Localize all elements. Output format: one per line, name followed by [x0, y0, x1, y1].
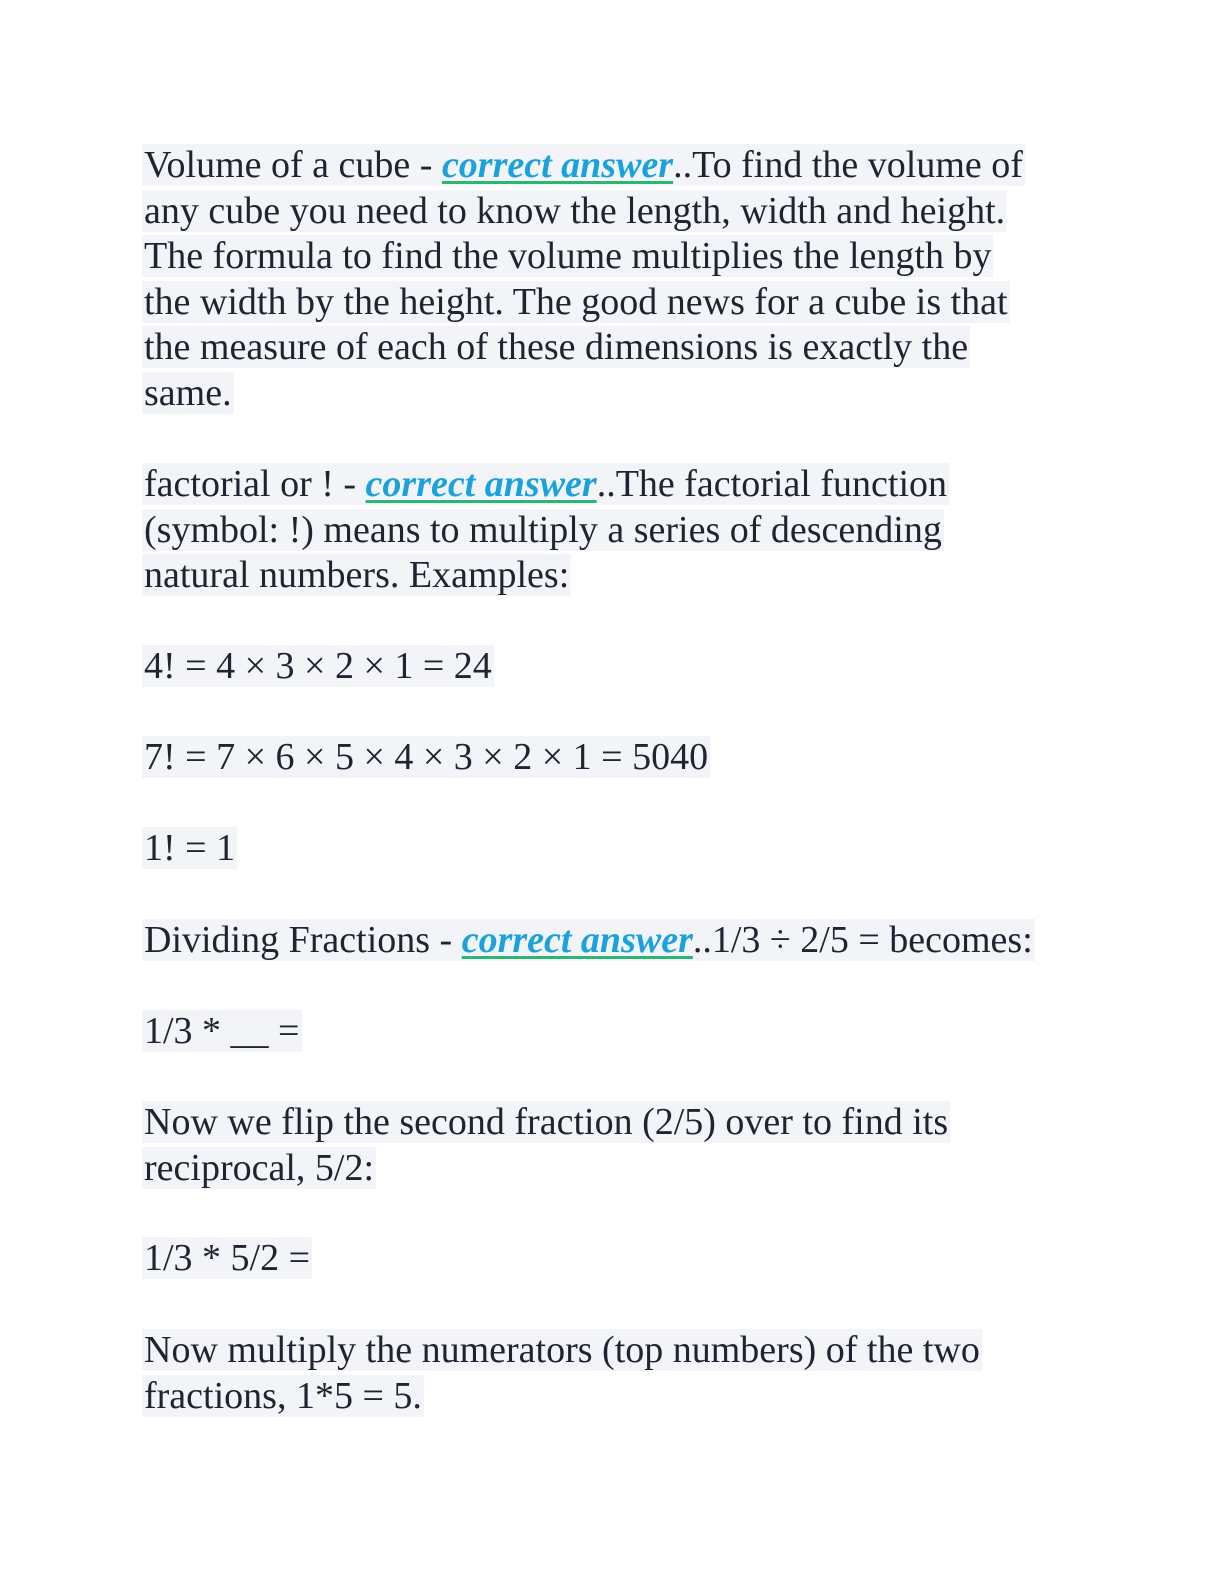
card-answer-start: ..The factorial function	[596, 463, 947, 505]
factorial-example: 7! = 7 × 6 × 5 × 4 × 3 × 2 × 1 = 5040	[144, 736, 709, 778]
card-dividing-fractions	[142, 918, 1035, 964]
factorial-example: 4! = 4 × 3 × 2 × 1 = 24	[144, 645, 492, 687]
card-first-line	[142, 918, 1035, 964]
card-line: (symbol: !) means to multiply a series of descending	[144, 508, 942, 551]
correct-answer-label: correct answer	[461, 919, 693, 961]
correct-answer-label: correct answer	[441, 144, 674, 186]
card-line: the measure of each of these dimensions is exactly the	[144, 326, 969, 369]
card-line: the width by the height. The good news for a cube is that	[144, 280, 1008, 323]
card-term: factorial or ! -	[144, 463, 366, 505]
card-line: natural numbers. Examples:	[144, 554, 570, 597]
factorial-example: 1! = 1	[144, 827, 236, 869]
correct-answer-label: correct answer	[365, 463, 597, 505]
card-term: Dividing Fractions -	[144, 919, 462, 961]
card-line: same.	[144, 371, 232, 414]
card-line: The formula to find the volume multiplies the length by	[144, 235, 992, 278]
product-equation: 1/3 * 5/2 =	[144, 1237, 311, 1279]
card-answer-start: ..To find the volume of	[673, 144, 1023, 186]
card-volume-of-cube	[142, 143, 1025, 417]
card-first-line	[142, 462, 949, 508]
blank-equation: 1/3 * __ =	[144, 1010, 300, 1052]
card-term: Volume of a cube -	[144, 144, 442, 186]
multiply-explanation: Now multiply the numerators (top numbers) of the two fractions, 1*5 = 5.	[144, 1329, 980, 1417]
card-line: any cube you need to know the length, width and height.	[144, 189, 1006, 232]
flip-explanation: Now we flip the second fraction (2/5) over to find its reciprocal, 5/2:	[144, 1101, 949, 1189]
card-first-line	[142, 143, 1025, 189]
card-factorial	[142, 462, 949, 599]
card-answer-start: ..1/3 ÷ 2/5 = becomes:	[692, 919, 1033, 961]
